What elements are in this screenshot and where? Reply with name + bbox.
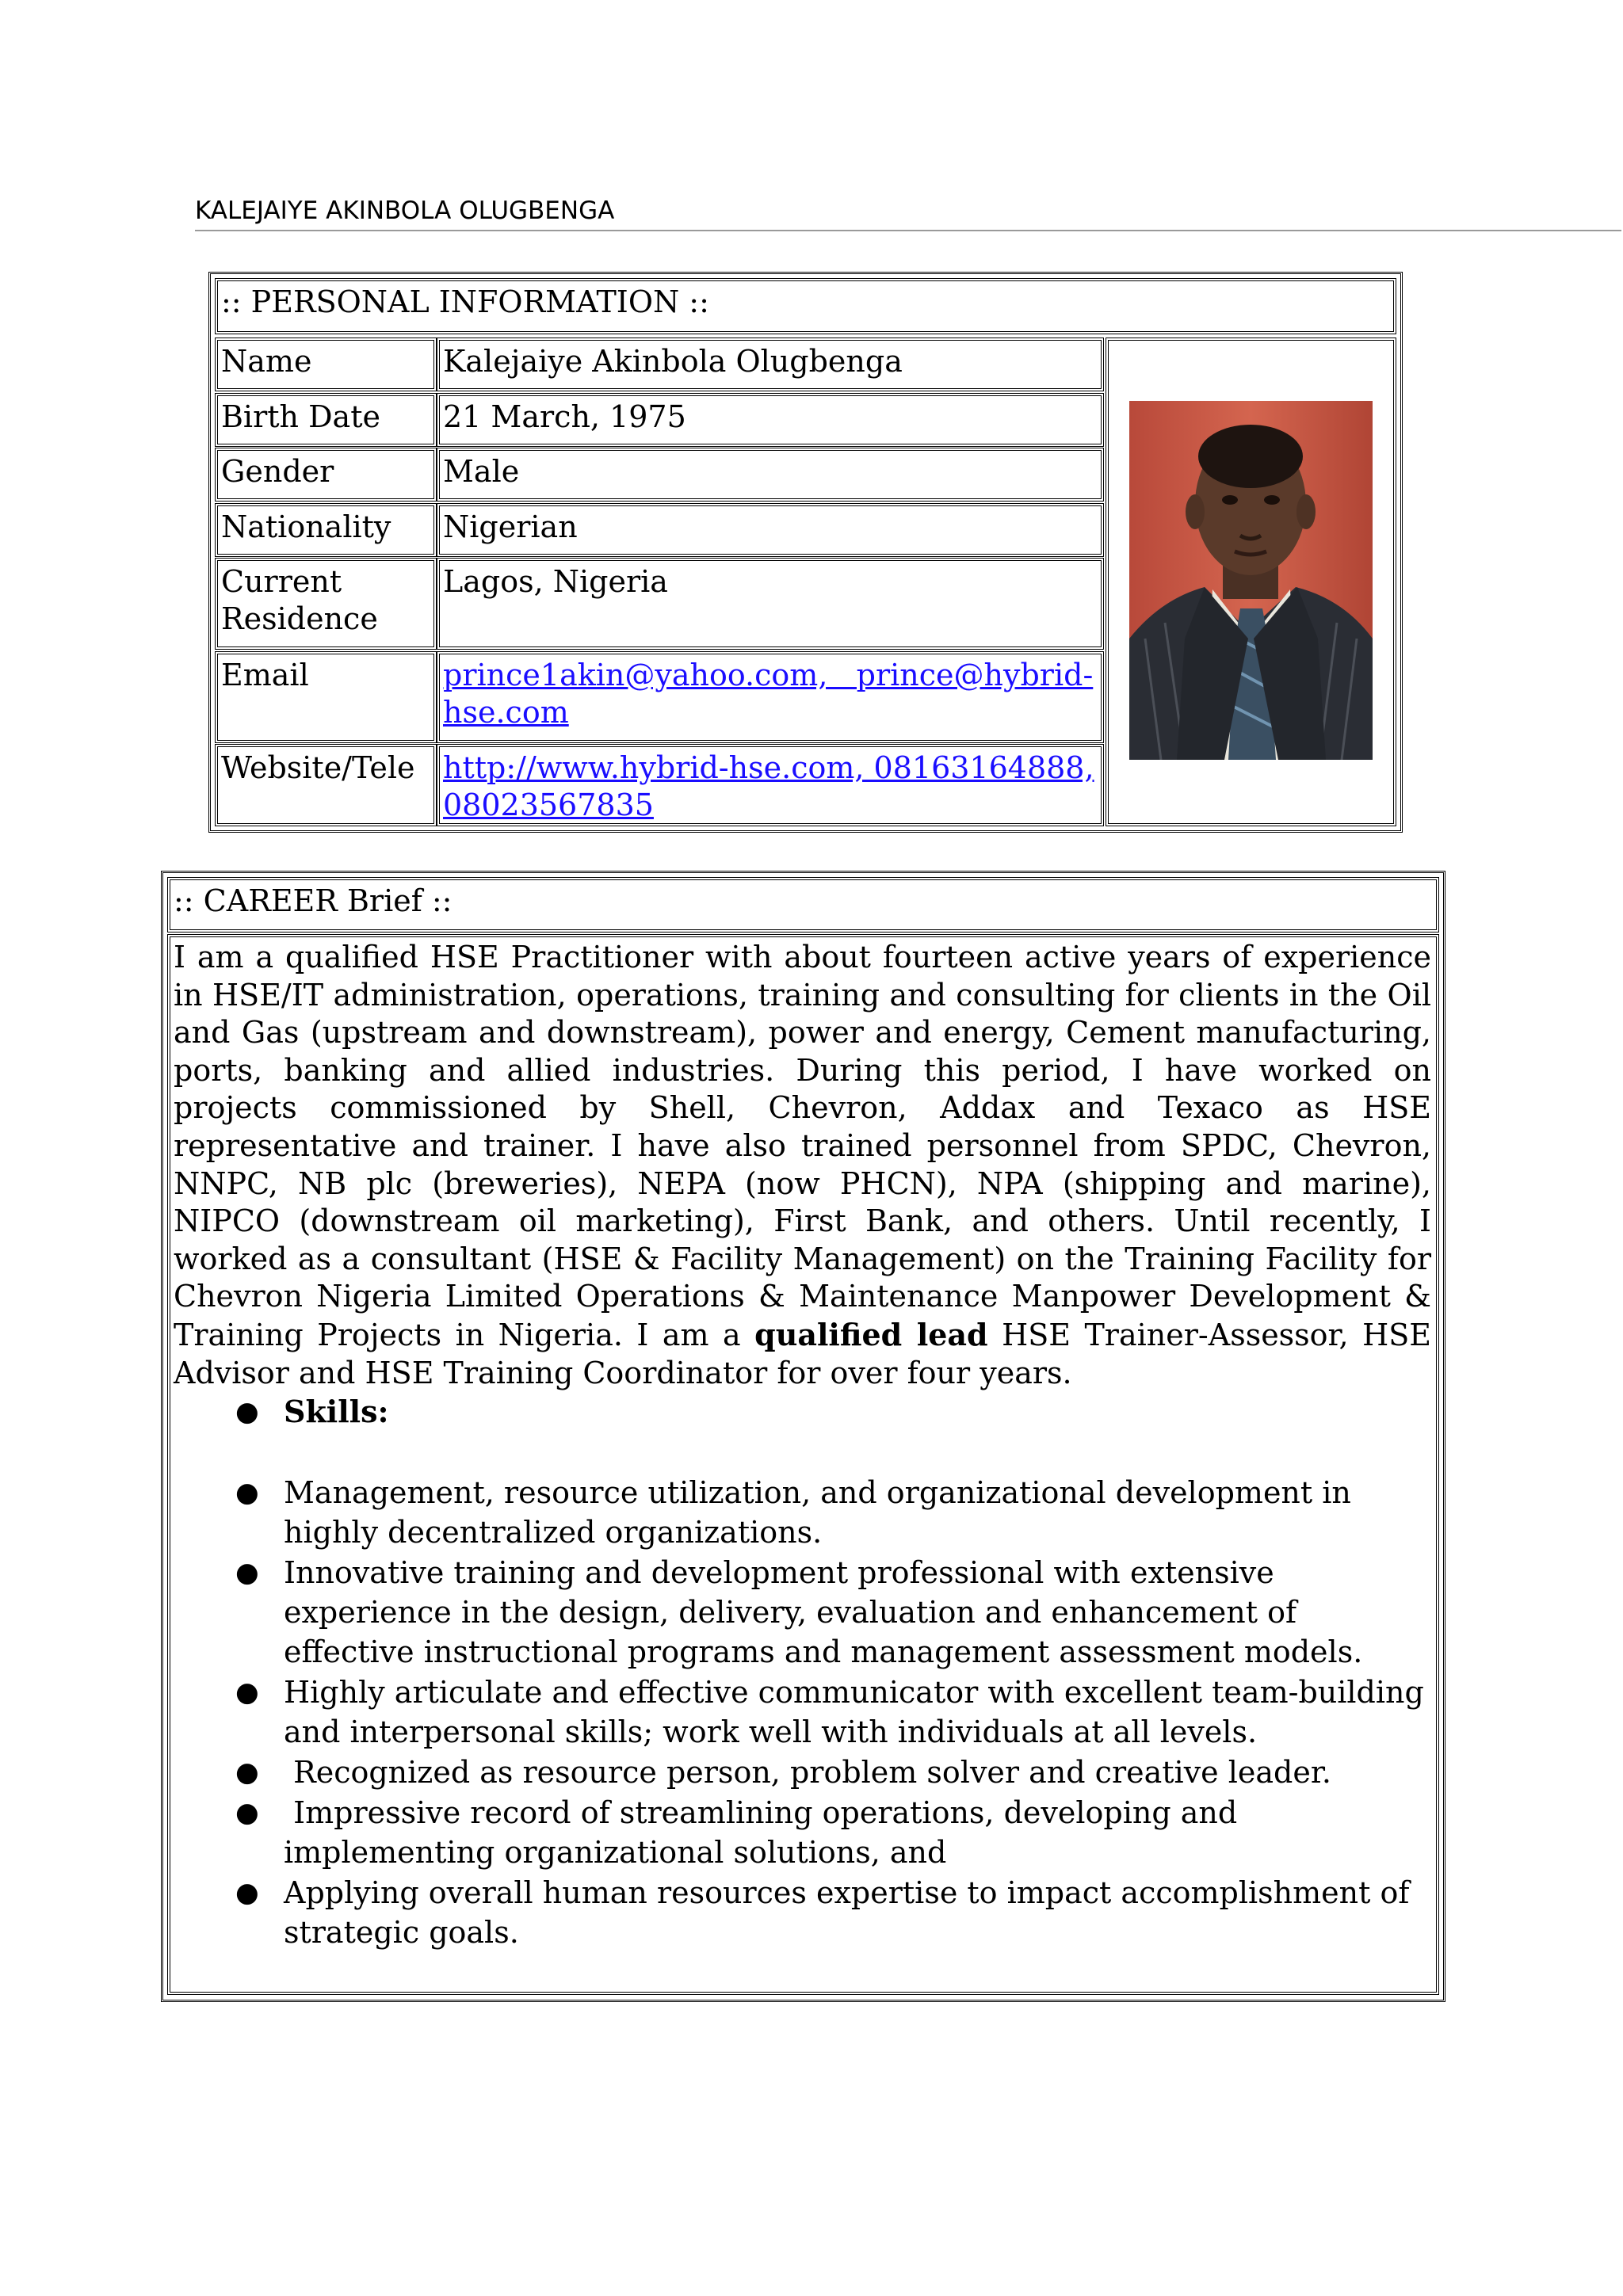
skill-text: Innovative training and development professional with extensive experience in the design, delivery, evaluation and enhancement of effective instructional programs and management assessment models. [284, 1555, 1363, 1670]
career-brief-title: :: CAREER Brief :: [167, 877, 1439, 933]
photo-cell [1106, 338, 1396, 826]
list-item [174, 1473, 1431, 1552]
career-brief-table [161, 871, 1445, 2002]
document-header-name: KALEJAIYE AKINBOLA OLUGBENGA [195, 196, 615, 225]
list-item [174, 1873, 1431, 1952]
bullet-icon: ● [235, 1756, 259, 1789]
bullet-icon: ● [235, 1877, 259, 1909]
skill-text: Impressive record of streamlining operations, developing and implementing organizational solutions, and [284, 1795, 1247, 1871]
personal-information-title: :: PERSONAL INFORMATION :: [215, 278, 1396, 334]
career-summary-bold: qualified lead [754, 1316, 988, 1352]
name-label: Name [215, 338, 437, 391]
bullet-icon: ● [235, 1396, 259, 1428]
bullet-icon: ● [235, 1557, 259, 1589]
current-residence-value: Lagos, Nigeria [437, 558, 1104, 650]
list-item [174, 1753, 1431, 1792]
bullet-icon: ● [235, 1477, 259, 1509]
skill-text: Applying overall human resources expertise to impact accomplishment of strategic goals. [284, 1875, 1410, 1951]
name-value: Kalejaiye Akinbola Olugbenga [437, 338, 1104, 391]
career-summary-text: I am a qualified HSE Practitioner with about fourteen active years of experience in HSE/IT administration, operations, training and consulting for clients in the Oil and Gas (upstream and downstream), power and energy, Cement manufacturing, ports, banking and allied industries. During this period, I have worked on projects commissioned by Shell, Chevron, Addax and Texaco as HSE representative and trainer. I have also trained personnel from SPDC, Chevron, NNPC, NB plc (breweries), NEPA (now PHCN), NPA (shipping and marine), NIPCO (downstream oil marketing), First Bank, and others. Until recently, I worked as a consultant (HSE & Facility Management) on the Training Facility for Chevron Nigeria Limited Operations & Maintenance Manpower Development & Training Projects in Nigeria. I am a [174, 940, 1431, 1352]
nationality-label: Nationality [215, 503, 437, 557]
website-tele-cell [437, 744, 1104, 826]
gender-label: Gender [215, 448, 437, 502]
header-divider [195, 230, 1621, 231]
birth-date-value: 21 March, 1975 [437, 393, 1104, 447]
email-cell [437, 651, 1104, 743]
profile-photo [1129, 401, 1373, 760]
birth-date-label: Birth Date [215, 393, 437, 447]
personal-information-table [208, 272, 1403, 833]
nationality-value: Nigerian [437, 503, 1104, 557]
email-label: Email [215, 651, 437, 743]
website-link[interactable]: http://www.hybrid-hse.com, 08163164888, 08023567835 [443, 750, 1094, 822]
skills-heading-text: Skills: [284, 1394, 389, 1430]
skill-text: Recognized as resource person, problem solver and creative leader. [284, 1755, 1331, 1791]
list-item [174, 1553, 1431, 1672]
current-residence-label: Current Residence [215, 558, 437, 650]
bullet-icon: ● [235, 1797, 259, 1829]
list-item [174, 1793, 1431, 1872]
bullet-icon: ● [235, 1676, 259, 1709]
career-summary-text-end: HSE Trainer-Assessor, HSE Advisor and HSE Training Coordinator for over four years. [174, 1317, 1431, 1390]
skill-text: Highly articulate and effective communicator with excellent team-building and interpersonal skills; work well with individuals at all levels. [284, 1675, 1424, 1750]
email-link[interactable]: prince1akin@yahoo.com, prince@hybrid-hse.com [443, 658, 1094, 730]
career-brief-body [167, 934, 1439, 1995]
gender-value: Male [437, 448, 1104, 502]
list-item [174, 1672, 1431, 1752]
website-tele-label: Website/Tele [215, 744, 437, 826]
skills-list [174, 1392, 1431, 1952]
career-summary-paragraph [174, 939, 1431, 1392]
skill-text: Management, resource utilization, and organizational development in highly decentralized organizations. [284, 1475, 1351, 1550]
skills-heading [174, 1392, 1431, 1432]
